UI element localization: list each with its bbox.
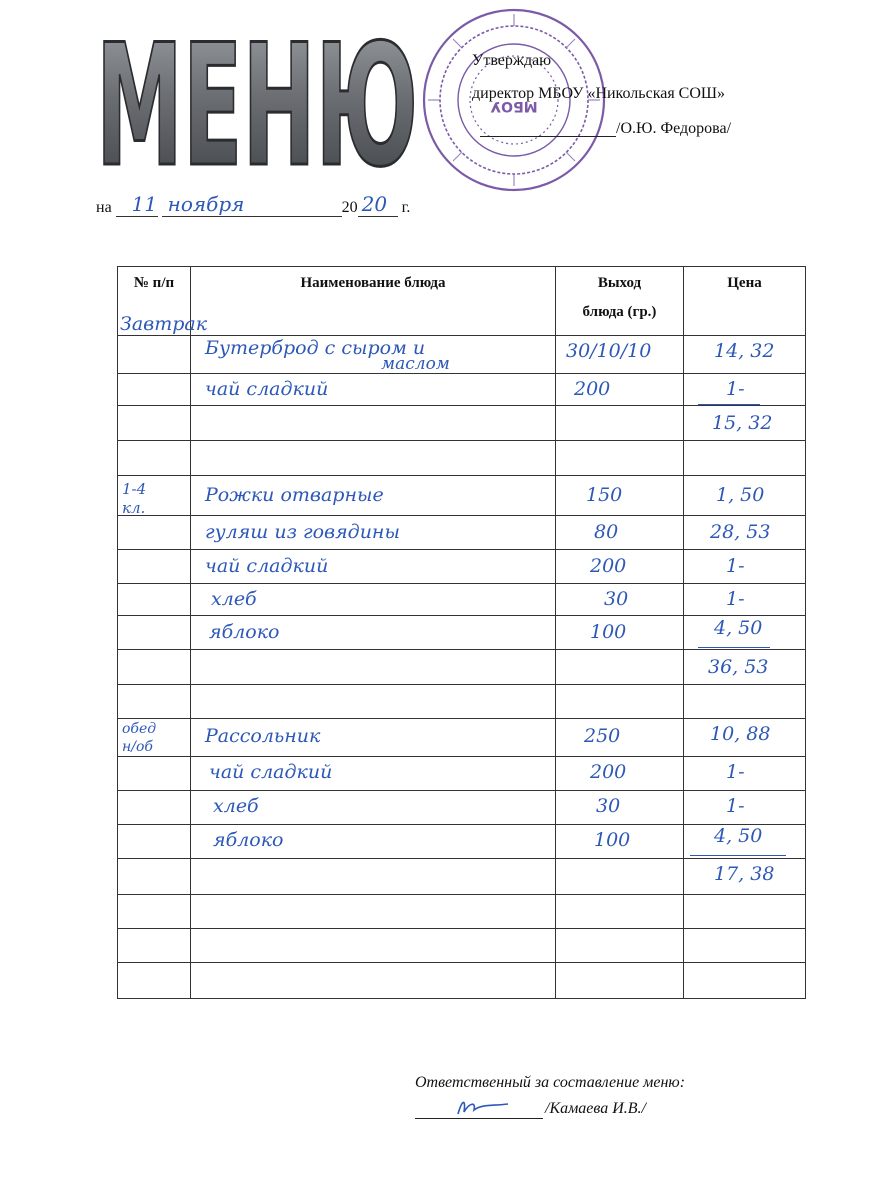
dish-name-cell <box>191 685 556 719</box>
price-cell: 1- <box>684 791 806 825</box>
col-header-yield: Выход блюда (гр.) <box>556 267 684 336</box>
price-cell: 4, 50 <box>684 825 806 859</box>
dish-name-cell: Бутерброд с сыром и маслом <box>191 336 556 374</box>
row-number-cell <box>118 406 191 441</box>
row-number-cell <box>118 650 191 685</box>
dish-name-cell: яблоко <box>191 825 556 859</box>
table-row <box>118 550 806 584</box>
row-number-cell <box>118 550 191 584</box>
row-number-cell <box>118 516 191 550</box>
price-cell <box>684 929 806 963</box>
row-number-cell <box>118 584 191 616</box>
approval-line-2: директор МБОУ «Никольская СОШ» <box>472 85 726 102</box>
dish-name-cell <box>191 406 556 441</box>
dish-name-cell: Рассольник <box>191 719 556 757</box>
dish-name-cell: чай сладкий <box>191 757 556 791</box>
dish-name-cell <box>191 963 556 999</box>
row-number-cell <box>118 825 191 859</box>
date-day: 11 <box>131 192 158 216</box>
yield-cell <box>556 929 684 963</box>
dish-name-cell: хлеб <box>191 791 556 825</box>
table-row <box>118 825 806 859</box>
yield-cell: 30/10/10 <box>556 336 684 374</box>
yield-cell: 150 <box>556 476 684 516</box>
price-cell: 1- <box>684 550 806 584</box>
table-row <box>118 476 806 516</box>
yield-cell: 30 <box>556 584 684 616</box>
table-row <box>118 584 806 616</box>
approval-signature-line <box>480 136 616 137</box>
col-header-dish-name: Наименование блюда <box>191 267 556 336</box>
row-number-cell <box>118 441 191 476</box>
yield-cell: 100 <box>556 825 684 859</box>
dish-name-cell: гуляш из говядины <box>191 516 556 550</box>
yield-cell <box>556 963 684 999</box>
yield-cell <box>556 895 684 929</box>
approval-line-3: /О.Ю. Федорова/ <box>616 120 732 137</box>
dish-name-cell <box>191 650 556 685</box>
table-row <box>118 336 806 374</box>
price-cell: 1- <box>684 584 806 616</box>
table-row <box>118 650 806 685</box>
dish-name-cell: чай сладкий <box>191 374 556 406</box>
dish-name-cell: чай сладкий <box>191 550 556 584</box>
dish-name-cell: хлеб <box>191 584 556 616</box>
col-header-price: Цена <box>684 267 806 336</box>
row-number-cell <box>118 895 191 929</box>
table-row <box>118 757 806 791</box>
yield-cell: 250 <box>556 719 684 757</box>
table-row <box>118 374 806 406</box>
yield-cell: 200 <box>556 550 684 584</box>
date-line <box>96 192 411 217</box>
table-row <box>118 616 806 650</box>
price-cell: 10, 88 <box>684 719 806 757</box>
row-number-cell: обед н/об <box>118 719 191 757</box>
table-row <box>118 895 806 929</box>
section-label-breakfast: Завтрак <box>120 313 208 335</box>
price-cell <box>684 963 806 999</box>
row-number-cell <box>118 791 191 825</box>
table-row <box>118 685 806 719</box>
yield-cell: 200 <box>556 757 684 791</box>
svg-text:МЕНЮ: МЕНЮ <box>96 24 418 176</box>
table-row <box>118 719 806 757</box>
row-number-cell <box>118 859 191 895</box>
price-cell: 28, 53 <box>684 516 806 550</box>
svg-text:МБОУ: МБОУ <box>490 98 538 114</box>
approval-line-1: Утверждаю <box>472 52 552 69</box>
table-row <box>118 859 806 895</box>
yield-cell <box>556 406 684 441</box>
yield-cell: 80 <box>556 516 684 550</box>
row-number-cell <box>118 757 191 791</box>
dish-name-cell: Рожки отварные <box>191 476 556 516</box>
row-number-cell <box>118 616 191 650</box>
row-number-cell: 1-4 кл. <box>118 476 191 516</box>
subtotal-price-cell: 17, 38 <box>684 859 806 895</box>
price-cell <box>684 685 806 719</box>
table-row <box>118 516 806 550</box>
price-cell <box>684 895 806 929</box>
menu-title <box>92 24 422 176</box>
dish-name-cell: яблоко <box>191 616 556 650</box>
table-row <box>118 441 806 476</box>
dish-name-cell <box>191 859 556 895</box>
yield-cell <box>556 650 684 685</box>
table-row <box>118 791 806 825</box>
row-number-cell <box>118 374 191 406</box>
yield-cell <box>556 441 684 476</box>
yield-cell <box>556 685 684 719</box>
subtotal-price-cell: 15, 32 <box>684 406 806 441</box>
date-year-prefix: 20 <box>341 199 358 216</box>
menu-table <box>117 266 806 999</box>
table-row <box>118 963 806 999</box>
table-row <box>118 406 806 441</box>
date-year-suffix: 20 <box>361 192 388 216</box>
dish-name-cell <box>191 441 556 476</box>
yield-cell <box>556 859 684 895</box>
row-number-cell <box>118 963 191 999</box>
price-cell: 1, 50 <box>684 476 806 516</box>
col-header-number: № п/п Завтрак <box>118 267 191 336</box>
dish-name-cell <box>191 929 556 963</box>
yield-cell: 30 <box>556 791 684 825</box>
row-number-cell <box>118 685 191 719</box>
subtotal-price-cell: 36, 53 <box>684 650 806 685</box>
table-header-row <box>118 267 806 336</box>
row-number-cell <box>118 336 191 374</box>
price-cell: 4, 50 <box>684 616 806 650</box>
date-month: ноября <box>167 192 245 216</box>
price-cell: 1- <box>684 757 806 791</box>
table-row <box>118 929 806 963</box>
date-prefix: на <box>96 199 112 216</box>
date-suffix: г. <box>401 199 411 216</box>
dish-name-cell <box>191 895 556 929</box>
price-cell <box>684 441 806 476</box>
responsible-label: Ответственный за составление меню: <box>415 1074 686 1091</box>
responsible-name: /Камаева И.В./ <box>545 1100 646 1117</box>
price-cell: 14, 32 <box>684 336 806 374</box>
handwritten-signature <box>452 1094 512 1120</box>
price-cell: 1- <box>684 374 806 406</box>
yield-cell: 100 <box>556 616 684 650</box>
row-number-cell <box>118 929 191 963</box>
yield-cell: 200 <box>556 374 684 406</box>
